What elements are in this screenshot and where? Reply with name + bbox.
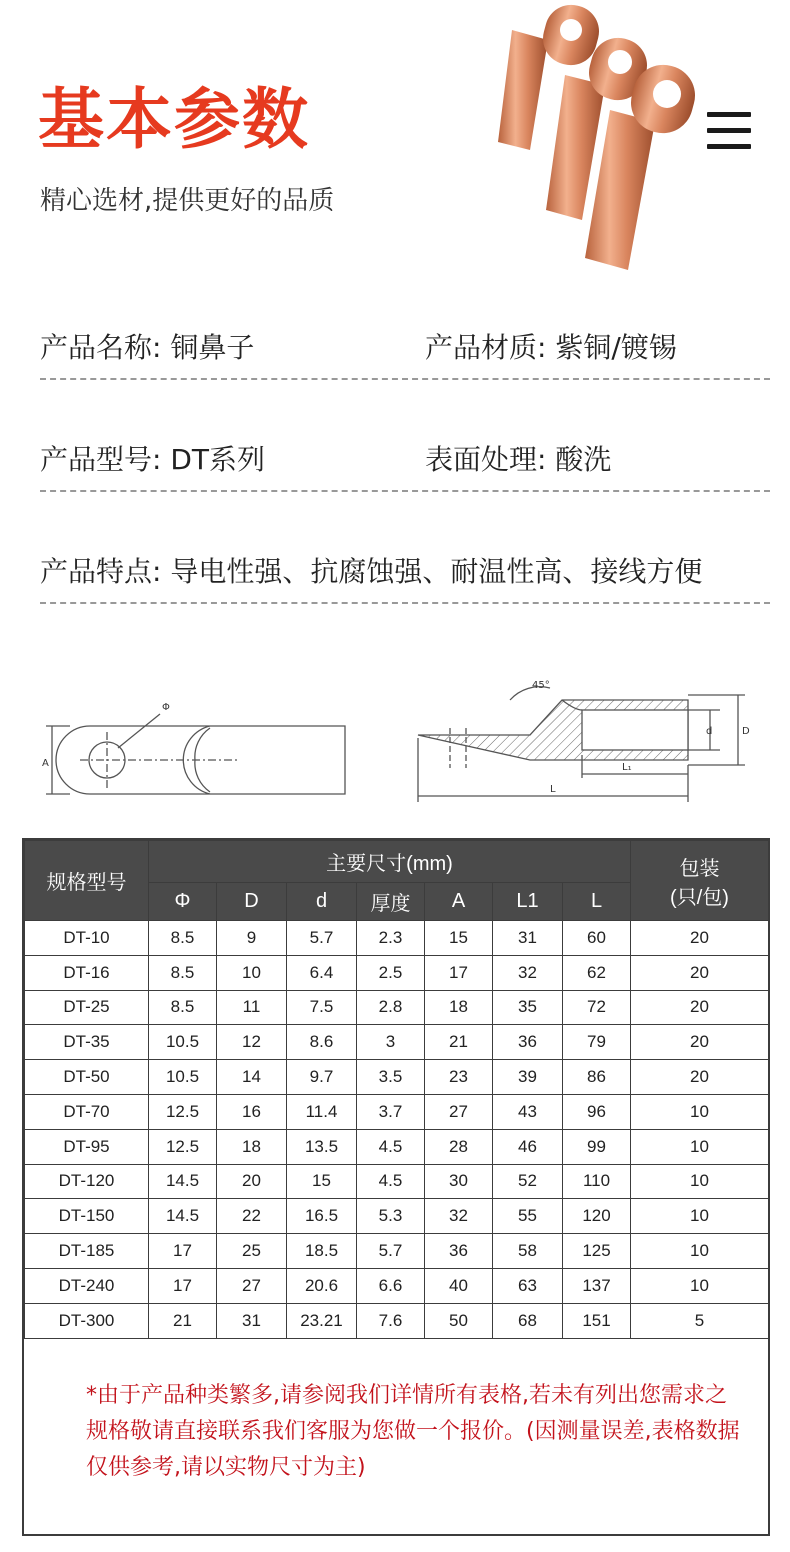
value-cell: 10.5 [149,1025,217,1060]
table-row [25,1129,769,1164]
section-view-drawing [418,687,745,802]
page-title: 基本参数 [38,81,310,158]
param-row-3 [40,544,770,604]
value-cell: 7.6 [357,1303,425,1338]
value-cell: 10 [217,955,287,990]
model-cell: DT-240 [25,1268,149,1303]
subheader-cell: D [217,883,287,921]
table-row [25,1234,769,1269]
label-L: L [550,784,556,795]
value-cell: 20 [217,1164,287,1199]
value-cell: 20 [631,955,769,990]
value-cell: 79 [563,1025,631,1060]
value-cell: 21 [149,1303,217,1338]
value-cell: 20 [631,1025,769,1060]
model-cell: DT-95 [25,1129,149,1164]
value-cell: 5 [631,1303,769,1338]
value-cell: 25 [217,1234,287,1269]
surface-treatment: 表面处理: 酸洗 [425,443,612,476]
value-cell: 17 [149,1268,217,1303]
value-cell: 12 [217,1025,287,1060]
header-main-dimensions: 主要尺寸(mm) [149,841,631,883]
subheader-cell: A [425,883,493,921]
product-material: 产品材质: 紫铜/镀锡 [425,331,677,364]
value-cell: 4.5 [357,1164,425,1199]
table-row [25,990,769,1025]
model-cell: DT-185 [25,1234,149,1269]
model-cell: DT-35 [25,1025,149,1060]
value-cell: 96 [563,1094,631,1129]
value-cell: 46 [493,1129,563,1164]
value-cell: 23.21 [287,1303,357,1338]
table-row [25,1268,769,1303]
value-cell: 125 [563,1234,631,1269]
value-cell: 31 [217,1303,287,1338]
value-cell: 6.4 [287,955,357,990]
value-cell: 72 [563,990,631,1025]
value-cell: 16.5 [287,1199,357,1234]
value-cell: 9.7 [287,1060,357,1095]
value-cell: 13.5 [287,1129,357,1164]
value-cell: 10 [631,1164,769,1199]
value-cell: 16 [217,1094,287,1129]
model-cell: DT-10 [25,921,149,956]
value-cell: 5.3 [357,1199,425,1234]
subheader-cell: L1 [493,883,563,921]
label-D: D [742,726,750,737]
table-row [25,1094,769,1129]
label-L1: L₁ [622,762,632,773]
value-cell: 120 [563,1199,631,1234]
technical-drawing [30,670,770,820]
model-cell: DT-150 [25,1199,149,1234]
table-row [25,1060,769,1095]
value-cell: 32 [425,1199,493,1234]
value-cell: 58 [493,1234,563,1269]
model-cell: DT-50 [25,1060,149,1095]
product-model: 产品型号: DT系列 [40,443,265,476]
product-features: 产品特点: 导电性强、抗腐蚀强、耐温性高、接线方便 [40,555,703,588]
table-row [25,955,769,990]
value-cell: 12.5 [149,1129,217,1164]
product-name: 产品名称: 铜鼻子 [40,331,255,364]
table-row [25,921,769,956]
value-cell: 30 [425,1164,493,1199]
header-model: 规格型号 [25,841,149,921]
value-cell: 52 [493,1164,563,1199]
subheader-cell: L [563,883,631,921]
label-angle: 45° [532,680,550,691]
value-cell: 10 [631,1199,769,1234]
value-cell: 7.5 [287,990,357,1025]
label-A: A [42,758,49,769]
value-cell: 110 [563,1164,631,1199]
top-view-drawing [46,714,345,794]
value-cell: 20 [631,1060,769,1095]
note-box [22,1336,770,1536]
value-cell: 10 [631,1234,769,1269]
value-cell: 5.7 [357,1234,425,1269]
subheader-cell: Φ [149,883,217,921]
value-cell: 28 [425,1129,493,1164]
value-cell: 21 [425,1025,493,1060]
value-cell: 3 [357,1025,425,1060]
table-row [25,1025,769,1060]
value-cell: 27 [217,1268,287,1303]
spec-table [24,840,769,1339]
value-cell: 3.7 [357,1094,425,1129]
value-cell: 17 [149,1234,217,1269]
label-d: d [706,726,713,737]
value-cell: 8.6 [287,1025,357,1060]
header-package [631,841,769,921]
value-cell: 36 [493,1025,563,1060]
subheader-cell: 厚度 [357,883,425,921]
value-cell: 8.5 [149,990,217,1025]
value-cell: 20.6 [287,1268,357,1303]
value-cell: 10 [631,1094,769,1129]
page-subtitle: 精心选材,提供更好的品质 [40,186,335,216]
value-cell: 55 [493,1199,563,1234]
value-cell: 14.5 [149,1199,217,1234]
value-cell: 62 [563,955,631,990]
model-cell: DT-120 [25,1164,149,1199]
value-cell: 10 [631,1129,769,1164]
value-cell: 22 [217,1199,287,1234]
value-cell: 9 [217,921,287,956]
value-cell: 60 [563,921,631,956]
value-cell: 99 [563,1129,631,1164]
value-cell: 18.5 [287,1234,357,1269]
value-cell: 14 [217,1060,287,1095]
param-row-2 [40,432,770,492]
model-cell: DT-70 [25,1094,149,1129]
value-cell: 15 [287,1164,357,1199]
value-cell: 11.4 [287,1094,357,1129]
value-cell: 39 [493,1060,563,1095]
param-row-1 [40,320,770,380]
value-cell: 63 [493,1268,563,1303]
spec-table-container [22,838,770,1338]
value-cell: 27 [425,1094,493,1129]
table-row [25,1164,769,1199]
value-cell: 32 [493,955,563,990]
value-cell: 40 [425,1268,493,1303]
value-cell: 8.5 [149,921,217,956]
value-cell: 50 [425,1303,493,1338]
value-cell: 5.7 [287,921,357,956]
value-cell: 20 [631,990,769,1025]
value-cell: 4.5 [357,1129,425,1164]
value-cell: 36 [425,1234,493,1269]
value-cell: 151 [563,1303,631,1338]
header-package-line1: 包装 [679,857,720,880]
label-phi: Φ [162,702,170,713]
value-cell: 18 [217,1129,287,1164]
value-cell: 15 [425,921,493,956]
value-cell: 10.5 [149,1060,217,1095]
value-cell: 6.6 [357,1268,425,1303]
value-cell: 10 [631,1268,769,1303]
value-cell: 11 [217,990,287,1025]
value-cell: 18 [425,990,493,1025]
value-cell: 2.8 [357,990,425,1025]
value-cell: 68 [493,1303,563,1338]
table-row [25,1199,769,1234]
value-cell: 12.5 [149,1094,217,1129]
value-cell: 43 [493,1094,563,1129]
value-cell: 20 [631,921,769,956]
value-cell: 2.5 [357,955,425,990]
value-cell: 2.3 [357,921,425,956]
menu-icon[interactable] [707,112,751,150]
disclaimer-note: *由于产品种类繁多,请参阅我们详情所有表格,若未有列出您需求之规格敬请直接联系我们客服为您做一个报价。(因测量误差,表格数据仅供参考,请以实物尺寸为主) [86,1383,740,1480]
model-cell: DT-300 [25,1303,149,1338]
value-cell: 31 [493,921,563,956]
value-cell: 3.5 [357,1060,425,1095]
value-cell: 23 [425,1060,493,1095]
table-row [25,1303,769,1338]
value-cell: 14.5 [149,1164,217,1199]
product-photo [470,0,710,275]
value-cell: 86 [563,1060,631,1095]
model-cell: DT-25 [25,990,149,1025]
value-cell: 8.5 [149,955,217,990]
subheader-cell: d [287,883,357,921]
value-cell: 137 [563,1268,631,1303]
header-package-line2: (只/包) [670,886,729,909]
value-cell: 17 [425,955,493,990]
value-cell: 35 [493,990,563,1025]
model-cell: DT-16 [25,955,149,990]
